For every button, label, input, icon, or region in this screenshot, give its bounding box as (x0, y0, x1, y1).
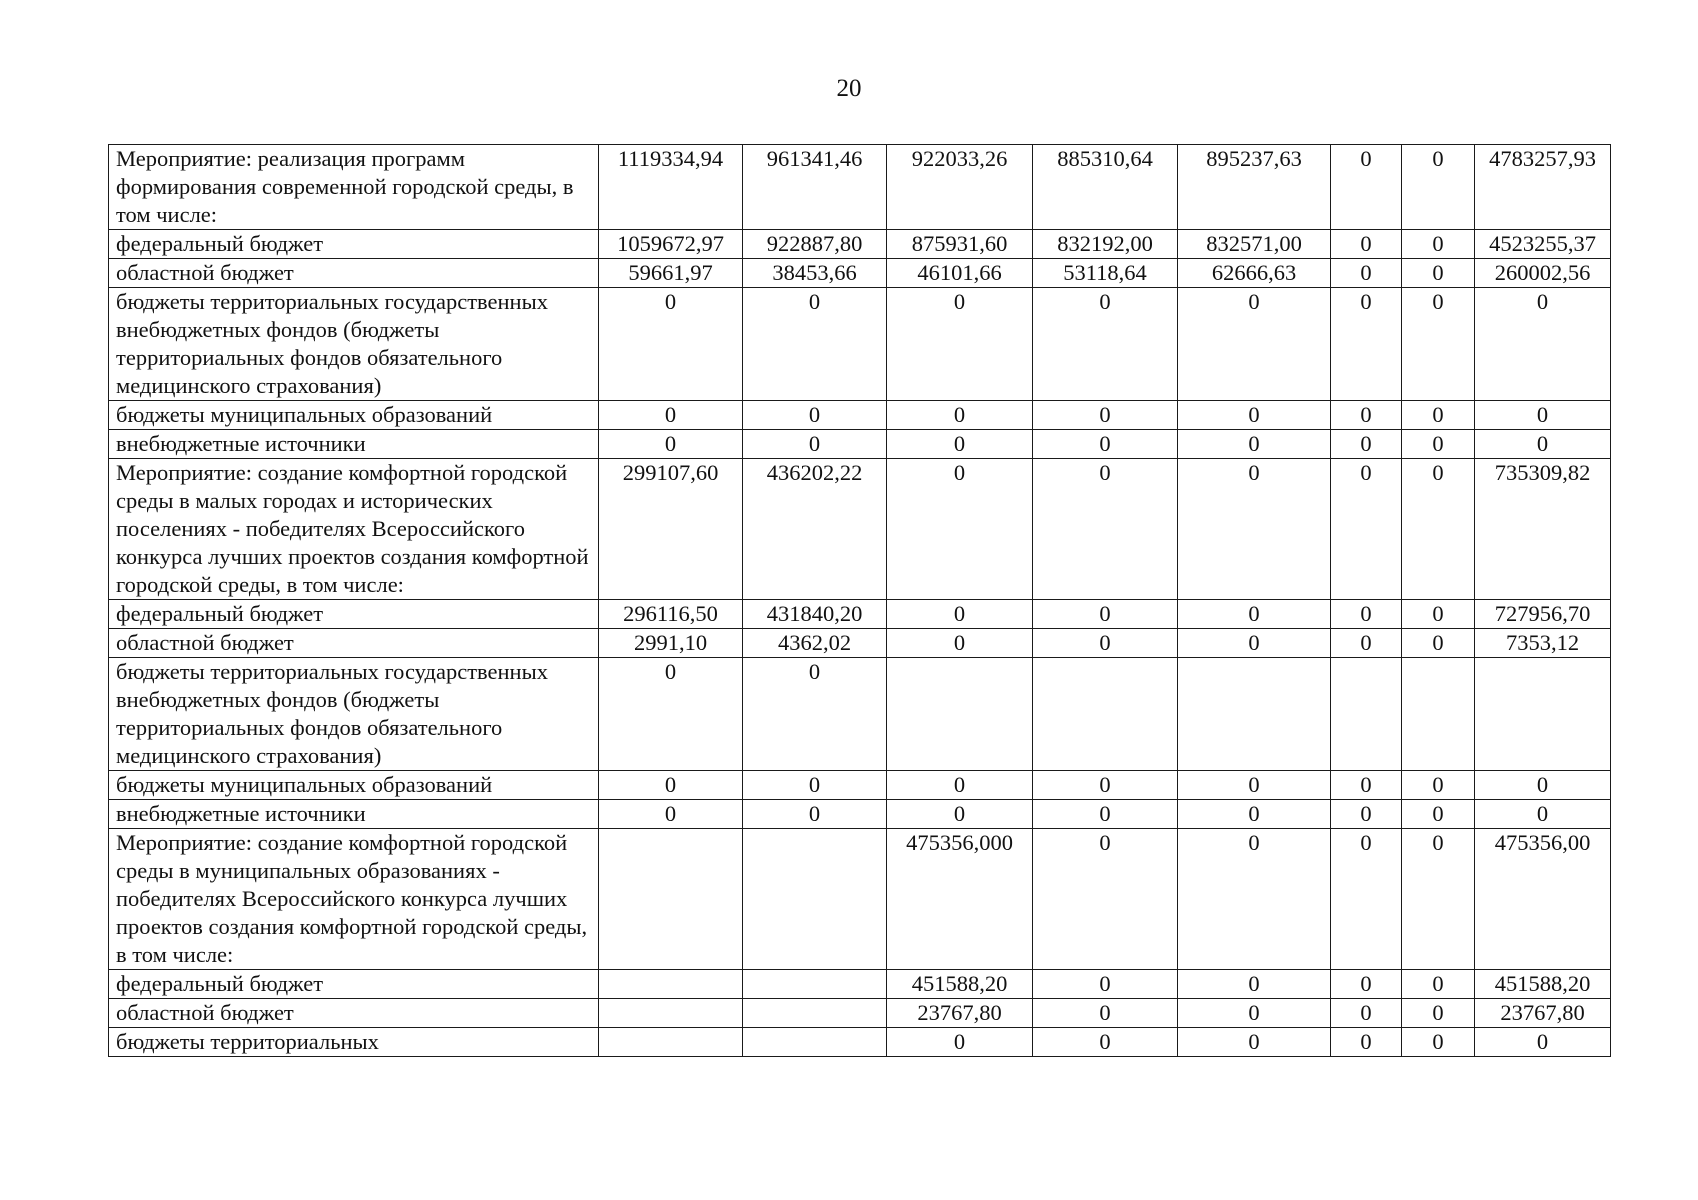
table-row (109, 259, 1611, 288)
table-row (109, 459, 1611, 600)
value-cell: 0 (1331, 459, 1402, 600)
value-cell: 0 (1033, 288, 1178, 401)
value-cell: 0 (887, 430, 1033, 459)
table-row (109, 800, 1611, 829)
table-row (109, 288, 1611, 401)
value-cell: 2991,10 (599, 629, 743, 658)
value-cell: 0 (1033, 600, 1178, 629)
value-cell: 38453,66 (743, 259, 887, 288)
value-cell (599, 829, 743, 970)
value-cell (1402, 658, 1475, 771)
row-label: федеральный бюджет (109, 970, 599, 999)
row-label: бюджеты муниципальных образований (109, 401, 599, 430)
value-cell: 0 (1331, 145, 1402, 230)
row-label: бюджеты территориальных (109, 1028, 599, 1057)
value-cell: 23767,80 (887, 999, 1033, 1028)
value-cell: 4523255,37 (1475, 230, 1611, 259)
value-cell: 0 (887, 771, 1033, 800)
value-cell (599, 1028, 743, 1057)
value-cell: 0 (1331, 800, 1402, 829)
value-cell: 0 (1402, 230, 1475, 259)
table-row (109, 401, 1611, 430)
row-label: Мероприятие: создание комфортной городской среды в муниципальных образованиях - победителях Всероссийского конкурса лучших проектов создания комфортной городской среды, в том числе: (109, 829, 599, 970)
value-cell: 0 (743, 771, 887, 800)
value-cell: 0 (887, 288, 1033, 401)
value-cell (599, 999, 743, 1028)
row-label: бюджеты муниципальных образований (109, 771, 599, 800)
row-label: федеральный бюджет (109, 600, 599, 629)
value-cell: 875931,60 (887, 230, 1033, 259)
row-label: Мероприятие: реализация программ формирования современной городской среды, в том числе: (109, 145, 599, 230)
value-cell (887, 658, 1033, 771)
value-cell: 296116,50 (599, 600, 743, 629)
value-cell: 0 (1178, 629, 1331, 658)
table-row (109, 658, 1611, 771)
value-cell: 0 (1402, 600, 1475, 629)
value-cell: 299107,60 (599, 459, 743, 600)
value-cell: 0 (1475, 401, 1611, 430)
value-cell: 4362,02 (743, 629, 887, 658)
value-cell: 0 (1402, 970, 1475, 999)
value-cell: 0 (1402, 430, 1475, 459)
value-cell: 0 (743, 288, 887, 401)
value-cell: 0 (1402, 145, 1475, 230)
value-cell: 0 (1178, 829, 1331, 970)
value-cell: 0 (1402, 1028, 1475, 1057)
value-cell: 0 (1331, 288, 1402, 401)
value-cell: 0 (599, 288, 743, 401)
value-cell: 0 (1402, 629, 1475, 658)
value-cell: 0 (1475, 771, 1611, 800)
value-cell: 0 (1331, 829, 1402, 970)
table-row (109, 829, 1611, 970)
table-row (109, 600, 1611, 629)
value-cell (1331, 658, 1402, 771)
table-row (109, 629, 1611, 658)
value-cell: 0 (887, 600, 1033, 629)
value-cell: 0 (1033, 829, 1178, 970)
value-cell: 436202,22 (743, 459, 887, 600)
value-cell: 0 (1178, 430, 1331, 459)
value-cell: 0 (1402, 771, 1475, 800)
value-cell: 0 (1178, 459, 1331, 600)
value-cell: 0 (1475, 288, 1611, 401)
row-label: Мероприятие: создание комфортной городской среды в малых городах и исторических поселениях - победителях Всероссийского конкурса лучших проектов создания комфортной городской среды, в том числе: (109, 459, 599, 600)
value-cell: 0 (1331, 1028, 1402, 1057)
value-cell: 451588,20 (887, 970, 1033, 999)
table-row (109, 230, 1611, 259)
value-cell: 0 (599, 658, 743, 771)
value-cell: 0 (1402, 829, 1475, 970)
table-row (109, 999, 1611, 1028)
value-cell: 885310,64 (1033, 145, 1178, 230)
value-cell: 0 (1033, 629, 1178, 658)
value-cell: 431840,20 (743, 600, 887, 629)
value-cell: 0 (1331, 230, 1402, 259)
value-cell: 0 (599, 800, 743, 829)
value-cell: 0 (599, 401, 743, 430)
value-cell: 0 (743, 401, 887, 430)
value-cell: 832192,00 (1033, 230, 1178, 259)
value-cell (743, 970, 887, 999)
value-cell (599, 970, 743, 999)
row-label: федеральный бюджет (109, 230, 599, 259)
value-cell: 1059672,97 (599, 230, 743, 259)
value-cell (743, 999, 887, 1028)
value-cell: 4783257,93 (1475, 145, 1611, 230)
row-label: областной бюджет (109, 259, 599, 288)
value-cell: 895237,63 (1178, 145, 1331, 230)
value-cell: 260002,56 (1475, 259, 1611, 288)
value-cell: 0 (1331, 259, 1402, 288)
value-cell: 0 (1033, 999, 1178, 1028)
value-cell (1475, 658, 1611, 771)
value-cell: 46101,66 (887, 259, 1033, 288)
value-cell: 0 (1402, 999, 1475, 1028)
value-cell: 0 (1331, 430, 1402, 459)
value-cell: 922033,26 (887, 145, 1033, 230)
table-body (109, 145, 1611, 1057)
value-cell: 735309,82 (1475, 459, 1611, 600)
value-cell: 0 (1178, 288, 1331, 401)
value-cell: 0 (887, 459, 1033, 600)
value-cell: 0 (1033, 771, 1178, 800)
value-cell: 7353,12 (1475, 629, 1611, 658)
page-number: 20 (836, 75, 862, 102)
value-cell: 961341,46 (743, 145, 887, 230)
value-cell: 451588,20 (1475, 970, 1611, 999)
value-cell: 62666,63 (1178, 259, 1331, 288)
row-label: бюджеты территориальных государственных внебюджетных фондов (бюджеты территориальных фондов обязательного медицинского страхования) (109, 288, 599, 401)
value-cell: 0 (743, 658, 887, 771)
value-cell: 922887,80 (743, 230, 887, 259)
value-cell: 0 (1178, 771, 1331, 800)
value-cell: 0 (1033, 800, 1178, 829)
value-cell: 0 (1475, 430, 1611, 459)
value-cell: 0 (599, 771, 743, 800)
value-cell: 0 (1402, 401, 1475, 430)
value-cell: 59661,97 (599, 259, 743, 288)
value-cell: 0 (1331, 600, 1402, 629)
value-cell: 0 (1033, 1028, 1178, 1057)
value-cell: 0 (887, 629, 1033, 658)
value-cell: 0 (1033, 430, 1178, 459)
value-cell: 0 (1033, 401, 1178, 430)
table-row (109, 970, 1611, 999)
row-label: бюджеты территориальных государственных внебюджетных фондов (бюджеты территориальных фондов обязательного медицинского страхования) (109, 658, 599, 771)
value-cell: 0 (1178, 970, 1331, 999)
value-cell: 727956,70 (1475, 600, 1611, 629)
value-cell: 0 (887, 800, 1033, 829)
value-cell: 0 (1178, 600, 1331, 629)
value-cell (1033, 658, 1178, 771)
value-cell: 0 (1331, 629, 1402, 658)
value-cell: 0 (1402, 800, 1475, 829)
value-cell (743, 1028, 887, 1057)
table-row (109, 1028, 1611, 1057)
value-cell: 53118,64 (1033, 259, 1178, 288)
value-cell: 0 (1331, 999, 1402, 1028)
value-cell: 475356,000 (887, 829, 1033, 970)
value-cell (1178, 658, 1331, 771)
row-label: областной бюджет (109, 629, 599, 658)
value-cell: 0 (1178, 800, 1331, 829)
value-cell: 0 (1331, 970, 1402, 999)
value-cell: 0 (1033, 970, 1178, 999)
value-cell: 0 (1331, 771, 1402, 800)
row-label: внебюджетные источники (109, 430, 599, 459)
table-row (109, 145, 1611, 230)
row-label: областной бюджет (109, 999, 599, 1028)
table-row (109, 430, 1611, 459)
value-cell: 23767,80 (1475, 999, 1611, 1028)
value-cell: 0 (1402, 288, 1475, 401)
value-cell: 0 (743, 800, 887, 829)
value-cell: 0 (887, 1028, 1033, 1057)
value-cell: 0 (1033, 459, 1178, 600)
value-cell: 0 (1402, 259, 1475, 288)
value-cell: 1119334,94 (599, 145, 743, 230)
value-cell: 0 (743, 430, 887, 459)
value-cell: 0 (1402, 459, 1475, 600)
value-cell: 0 (599, 430, 743, 459)
row-label: внебюджетные источники (109, 800, 599, 829)
value-cell: 832571,00 (1178, 230, 1331, 259)
value-cell: 0 (1475, 800, 1611, 829)
value-cell: 0 (1331, 401, 1402, 430)
table-row (109, 771, 1611, 800)
value-cell: 0 (1475, 1028, 1611, 1057)
value-cell (743, 829, 887, 970)
value-cell: 0 (1178, 999, 1331, 1028)
value-cell: 0 (1178, 401, 1331, 430)
value-cell: 0 (1178, 1028, 1331, 1057)
value-cell: 0 (887, 401, 1033, 430)
value-cell: 475356,00 (1475, 829, 1611, 970)
budget-table (108, 144, 1611, 1057)
